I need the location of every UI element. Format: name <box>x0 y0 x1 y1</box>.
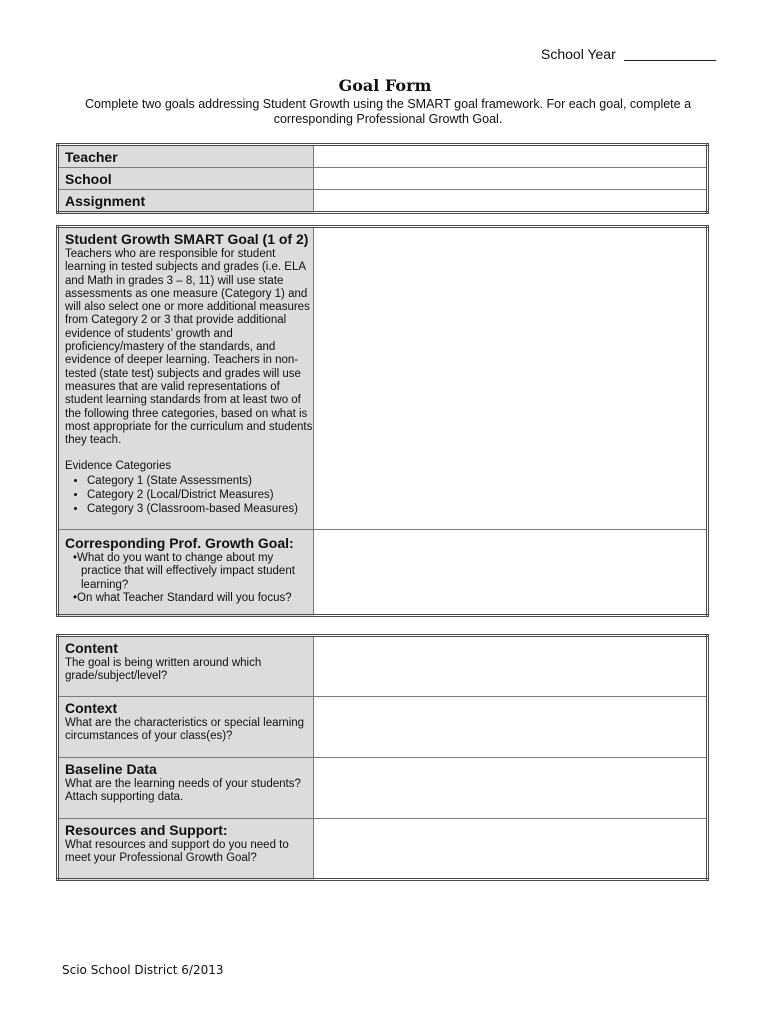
school-label-cell <box>58 168 314 190</box>
page-title: Goal Form <box>338 76 432 95</box>
context-heading: Context <box>65 700 118 716</box>
content-input[interactable] <box>314 636 708 697</box>
list-item: • Category 2 (Local/District Measures) <box>87 488 313 502</box>
list-item: • Category 1 (State Assessments) <box>87 474 313 488</box>
footer-text: Scio School District 6/2013 <box>62 963 224 977</box>
content-text: The goal is being written around which grade/subject/level? <box>65 657 262 683</box>
smart-goal-input[interactable] <box>314 227 708 530</box>
instructions: Complete two goals addressing Student Growth using the SMART goal framework. For each goal, complete a corresponding Professional Growth Goal. <box>84 97 692 126</box>
smart-goal-heading: Student Growth SMART Goal (1 of 2) <box>65 231 309 247</box>
baseline-text: What are the learning needs of your students? Attach supporting data. <box>65 778 301 804</box>
resources-text: What resources and support do you need to meet your Professional Growth Goal? <box>65 839 289 865</box>
smart-goal-label-cell <box>58 227 314 530</box>
list-item: • Category 3 (Classroom-based Measures) <box>87 502 313 516</box>
goal-table <box>56 225 709 617</box>
info-table <box>56 143 709 214</box>
resources-input[interactable] <box>314 819 708 880</box>
prof-goal-heading: Corresponding Prof. Growth Goal: <box>65 535 294 551</box>
school-year-field <box>541 46 716 62</box>
teacher-input[interactable] <box>314 145 708 168</box>
context-input[interactable] <box>314 697 708 758</box>
school-input[interactable] <box>314 168 708 190</box>
school-year-label: School Year <box>541 46 616 62</box>
resources-heading: Resources and Support: <box>65 822 228 838</box>
baseline-heading: Baseline Data <box>65 761 157 777</box>
smart-goal-description: Teachers who are responsible for student learning in tested subjects and grades (i.e. ELA and Math in grades 3 – 8, 11) will use state assessments as one measure (Category 1) and will also select one or more additional measures from Category 2 or 3 that provide additional evidence of students’ growth and proficiency/mastery of the standards, and evidence of deeper learning. Teachers in non-tested (state test) subjects and grades will use measures that are valid representations of student learning standards from at least two of the following three categories, based on what is most appropriate for the curriculum and students they teach. <box>65 248 313 447</box>
baseline-input[interactable] <box>314 758 708 819</box>
list-item: • What do you want to change about my practice that will effectively impact student learning? <box>73 552 313 592</box>
prof-goal-input[interactable] <box>314 530 708 616</box>
content-label-cell <box>58 636 314 697</box>
school-label: School <box>65 171 112 187</box>
teacher-label-cell <box>58 145 314 168</box>
baseline-label-cell <box>58 758 314 819</box>
school-year-blank[interactable] <box>624 50 716 61</box>
content-heading: Content <box>65 640 118 656</box>
assignment-label: Assignment <box>65 193 146 209</box>
resources-label-cell <box>58 819 314 880</box>
evidence-categories-list <box>65 474 313 516</box>
prof-goal-list <box>65 552 313 605</box>
list-item: • On what Teacher Standard will you focus? <box>73 592 313 605</box>
details-table <box>56 634 709 881</box>
evidence-categories-label: Evidence Categories <box>65 460 172 473</box>
context-label-cell <box>58 697 314 758</box>
teacher-label: Teacher <box>65 149 118 165</box>
prof-goal-label-cell <box>58 530 314 616</box>
context-text: What are the characteristics or special learning circumstances of your class(es)? <box>65 717 305 743</box>
assignment-label-cell <box>58 190 314 213</box>
assignment-input[interactable] <box>314 190 708 213</box>
